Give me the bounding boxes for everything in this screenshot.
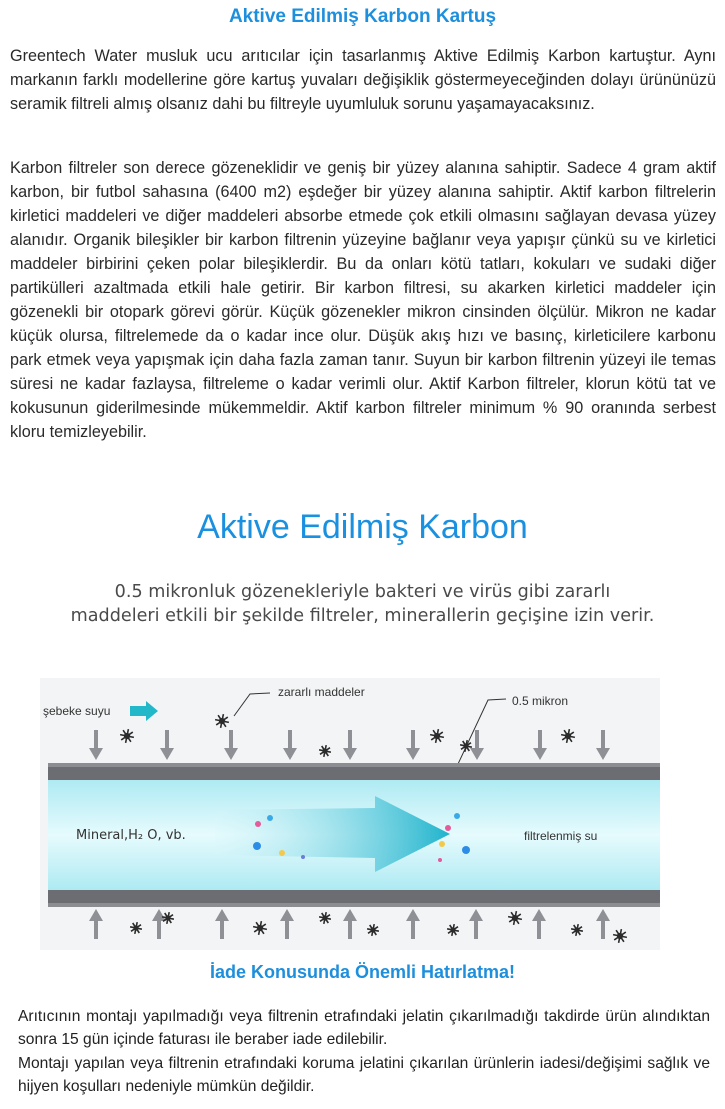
section-title-cartridge: Aktive Edilmiş Karbon Kartuş (228, 6, 497, 27)
mineral-dot (253, 842, 261, 850)
label-inlet-water: şebeke suyu (43, 704, 111, 718)
label-filtered-water: filtrelenmiş su (524, 829, 598, 843)
section-subtitle (0, 580, 725, 628)
mineral-dot (454, 813, 460, 819)
mineral-dot (438, 858, 442, 862)
label-micron: 0.5 mikron (512, 694, 569, 708)
mineral-dot (301, 855, 305, 859)
subtitle-line-1: 0.5 mikronluk gözenekleriyle bakteri ve virüs gibi zararlı (114, 582, 611, 602)
mineral-dot (439, 841, 445, 847)
intro-paragraph: Greentech Water musluk ucu arıtıcılar için tasarlanmış Aktive Edilmiş Karbon kartuştur. Aynı markanın farklı modellerine göre kartuş yuvaları değişiklik göstermeyeceğinden dolayı ürününüzü seramik filtreli almış olsanız dahi bu filtreyle uyumluluk sorunu yaşamayacaksınız. (10, 47, 716, 113)
return-note-2: Montajı yapılan veya filtrenin etrafındaki koruma jelatini çıkarılan ürünlerin iadesi/değişimi sağlık ve hijyen koşulları nedeniyle mümkün değildir. (18, 1055, 710, 1095)
mineral-dot (255, 821, 261, 827)
subtitle-line-2: maddeleri etkili bir şekilde filtreler, minerallerin geçişine izin verir. (70, 606, 655, 626)
mineral-dot (462, 846, 470, 854)
mineral-dot (279, 850, 285, 856)
filter-diagram (0, 650, 725, 950)
section-title-return-notice: İade Konusunda Önemli Hatırlatma! (209, 962, 516, 982)
label-harmful-substances: zararlı maddeler (278, 685, 365, 699)
carbon-description-paragraph: Karbon filtreler son derece gözeneklidir ve geniş bir yüzey alanına sahiptir. Sadece 4 gram aktif karbon, bir futbol sahasına (6400 m2) eşdeğer bir yüzey alanına sahiptir. Aktif karbon filtrelerin kirletici maddeleri ve diğer maddeleri absorbe etmede çok etkili olmasını sağlayan devasa yüzey alanıdır. Organik bileşikler bir karbon filtrenin yüzeyine bağlanır veya yapışır çünkü su ve kirletici maddeler birbirini çeken polar bileşiklerdir. Bu da onları kötü tatları, kokuları ve sudaki diğer partikülleri azaltmada etkili hale getirir. Bir karbon filtresi, su akarken kirletici maddeler için gözenekli bir otopark görevi görür. Küçük gözenekler mikron cinsinden ölçülür. Mikron ne kadar küçük olursa, filtrelemede da o kadar ince olur. Düşük akış hızı ve basınç, kirleticilere karbonu park etmek veya yapışmak için daha fazla zaman tanır. Suyun bir karbon filtrenin yüzeyi ile temas süresi ne kadar fazlaysa, filtreleme o kadar verimli olur. Aktif Karbon filtreler, klorun kötü tat ve kokusunun giderilmesinde mükemmeldir. Aktif karbon filtreler minimum % 90 oranında serbest kloru temizleyebilir. (10, 159, 716, 441)
section-title-carbon: Aktive Edilmiş Karbon (197, 508, 528, 546)
label-minerals: Mineral,H₂ O, vb. (76, 828, 186, 843)
return-note-1: Arıtıcının montajı yapılmadığı veya filtrenin etrafındaki jelatin çıkarılmadığı takdirde ürün alındıktan sonra 15 gün içinde faturası ile beraber iade edilebilir. (18, 1008, 710, 1048)
mineral-dot (267, 815, 273, 821)
mineral-dot (445, 825, 451, 831)
